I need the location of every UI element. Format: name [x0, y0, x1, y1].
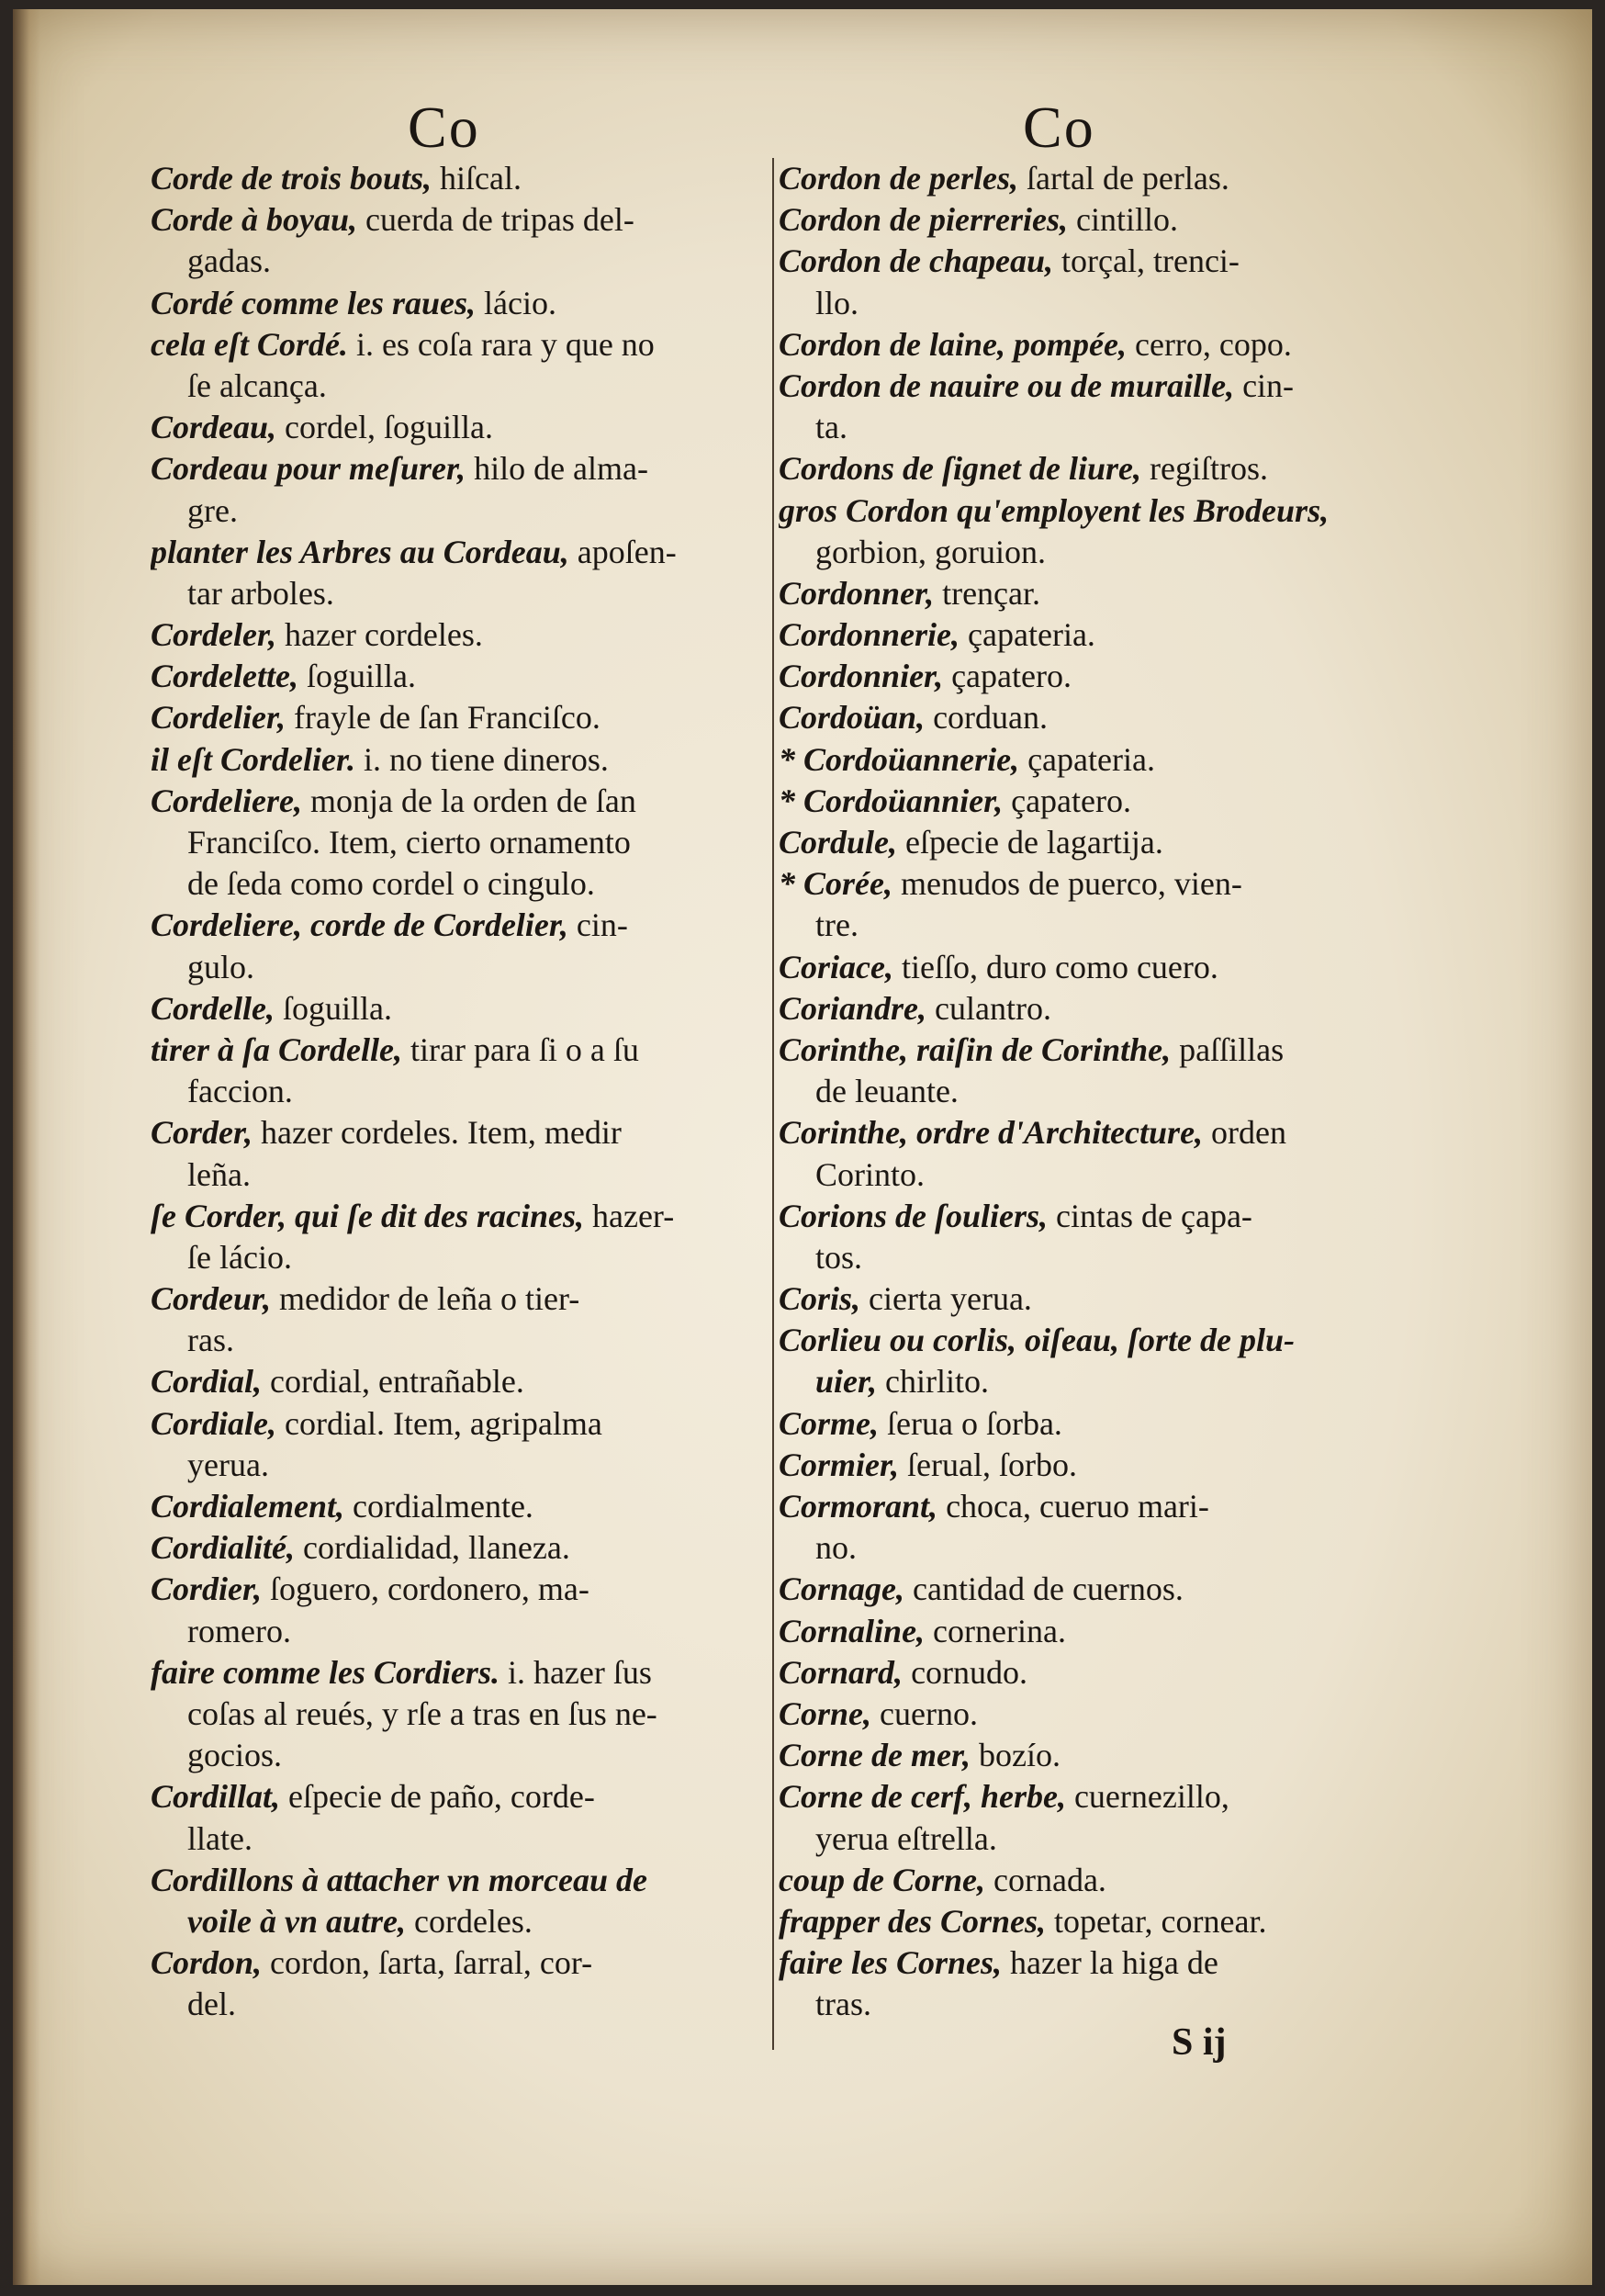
definition: cuernezillo, — [1065, 1778, 1229, 1816]
dictionary-line — [151, 1278, 766, 1320]
headword: cela eſt Cordé. — [151, 325, 348, 363]
definition: ſerua o ſorba. — [879, 1404, 1062, 1442]
definition: regiſtros. — [1141, 450, 1268, 488]
dictionary-line — [779, 1942, 1412, 1984]
definition: faccion. — [187, 1073, 293, 1110]
headword: tirer à ſa Cordelle, — [151, 1030, 402, 1068]
headword: il eſt Cordelier. — [151, 740, 355, 778]
headword: Cordeliere, corde de Cordelier, — [151, 906, 568, 944]
dictionary-line — [779, 863, 1412, 905]
dictionary-line — [151, 905, 766, 946]
dictionary-line — [151, 1112, 766, 1154]
definition: ta. — [815, 409, 847, 446]
dictionary-line — [151, 1445, 766, 1486]
definition: romero. — [187, 1612, 291, 1649]
definition: tre. — [815, 906, 859, 944]
dictionary-line — [151, 1320, 766, 1361]
dictionary-line — [151, 1154, 766, 1196]
dictionary-line — [151, 1030, 766, 1071]
definition: cierta yerua. — [860, 1280, 1032, 1318]
definition: monja de la orden de ſan — [301, 782, 636, 819]
definition: eſpecie de paño, corde- — [280, 1778, 595, 1816]
headword: Cordialement, — [151, 1488, 345, 1525]
headword: Cordonnier, — [779, 658, 944, 695]
definition: çapatero. — [1003, 782, 1131, 819]
dictionary-line — [151, 158, 766, 199]
dictionary-line — [151, 324, 766, 366]
dictionary-line — [779, 324, 1412, 366]
headword: Corne de cerf, herbe, — [779, 1778, 1066, 1816]
definition: cordialmente. — [344, 1488, 533, 1525]
definition: hazer la higa de — [1002, 1944, 1218, 1982]
left-column — [151, 158, 766, 2025]
headword: Cordonner, — [779, 574, 935, 612]
definition: i. no tiene dineros. — [354, 740, 609, 778]
definition: torçal, trenci- — [1053, 242, 1240, 280]
headword: faire les Cornes, — [779, 1944, 1002, 1982]
headword: Corde de trois bouts, — [151, 160, 432, 197]
headword: Corions de ſouliers, — [779, 1197, 1049, 1234]
dictionary-line — [151, 656, 766, 697]
dictionary-line — [151, 863, 766, 905]
definition: i. es coſa rara y que no — [347, 325, 655, 363]
headword: Cordial, — [151, 1363, 263, 1401]
definition: tar arboles. — [187, 574, 334, 612]
dictionary-line — [779, 573, 1412, 614]
dictionary-line — [779, 1278, 1412, 1320]
definition: Corinto. — [815, 1155, 926, 1193]
headword: Coriandre, — [779, 989, 927, 1027]
headword: Corme, — [779, 1404, 880, 1442]
dictionary-line — [151, 448, 766, 490]
dictionary-line — [779, 1196, 1412, 1237]
definition: gre. — [187, 491, 238, 529]
headword: Cornaline, — [779, 1612, 926, 1649]
definition: Franciſco. Item, cierto ornamento — [187, 824, 631, 861]
right-running-header: Co — [1023, 95, 1095, 160]
headword: Cordeau pour meſurer, — [151, 450, 466, 488]
definition: de leuante. — [815, 1073, 959, 1110]
definition: cerro, copo. — [1126, 325, 1292, 363]
headword: Corde à boyau, — [151, 201, 357, 239]
definition: ſoguilla. — [274, 989, 392, 1027]
dictionary-line — [779, 947, 1412, 988]
dictionary-line — [779, 1694, 1412, 1735]
headword: * Cordoüannier, — [779, 782, 1004, 819]
definition: de ſeda como cordel o cingulo. — [187, 865, 595, 903]
definition: cordon, ſarta, ſarral, cor- — [262, 1944, 593, 1982]
definition: del. — [187, 1986, 236, 2023]
headword: Cordier, — [151, 1570, 263, 1608]
headword: * Corée, — [779, 865, 892, 903]
definition: cintas de çapa- — [1048, 1197, 1252, 1234]
dictionary-line — [779, 1237, 1412, 1278]
dictionary-line — [151, 490, 766, 532]
definition: llate. — [187, 1819, 253, 1857]
headword: coup de Corne, — [779, 1861, 985, 1898]
headword: Cordon de laine, pompée, — [779, 325, 1127, 363]
definition: yerua. — [187, 1446, 269, 1483]
headword: Cordoüan, — [779, 699, 926, 737]
definition: ſe alcança. — [187, 366, 327, 404]
definition: tirar para ſi o a ſu — [401, 1030, 639, 1068]
definition: eſpecie de lagartija. — [897, 824, 1163, 861]
dictionary-line — [151, 1403, 766, 1445]
definition: cin- — [567, 906, 628, 944]
headword: Corinthe, ordre d'Architecture, — [779, 1114, 1204, 1152]
dictionary-line — [779, 697, 1412, 738]
definition: gulo. — [187, 948, 255, 985]
definition: çapateria. — [960, 616, 1095, 654]
dictionary-line — [779, 158, 1412, 199]
definition: chirlito. — [877, 1363, 990, 1401]
headword: Corinthe, raiſin de Corinthe, — [779, 1030, 1172, 1068]
dictionary-line — [151, 407, 766, 448]
definition: ſartal de perlas. — [1018, 160, 1229, 197]
dictionary-line — [779, 1611, 1412, 1652]
definition: leña. — [187, 1155, 251, 1193]
definition: lácio. — [475, 284, 556, 321]
headword: Cordeler, — [151, 616, 277, 654]
headword: Cordeur, — [151, 1280, 272, 1318]
definition: cornada. — [985, 1861, 1106, 1898]
definition: tieſſo, duro como cuero. — [892, 948, 1218, 985]
dictionary-line — [779, 490, 1412, 532]
definition: menudos de puerco, vien- — [892, 865, 1242, 903]
dictionary-line — [151, 1071, 766, 1112]
dictionary-line — [151, 1901, 766, 1942]
definition: no. — [815, 1529, 857, 1567]
dictionary-line — [151, 1569, 766, 1610]
definition: cuerno. — [871, 1694, 978, 1732]
definition: cordeles. — [405, 1902, 533, 1940]
headword: frapper des Cornes, — [779, 1902, 1047, 1940]
definition: gadas. — [187, 242, 271, 280]
dictionary-line — [151, 1984, 766, 2025]
headword: Cordialité, — [151, 1529, 296, 1567]
headword: Coris, — [779, 1280, 861, 1318]
dictionary-line — [779, 1112, 1412, 1154]
dictionary-line — [779, 1445, 1412, 1486]
dictionary-line — [151, 199, 766, 241]
dictionary-line — [151, 947, 766, 988]
headword: Cordiale, — [151, 1404, 277, 1442]
dictionary-line — [779, 1776, 1412, 1818]
headword: Cordelier, — [151, 699, 286, 737]
headword: Cordonnerie, — [779, 616, 960, 654]
definition: ras. — [187, 1322, 234, 1359]
right-column — [779, 158, 1412, 2025]
headword: * Cordoüannerie, — [779, 740, 1020, 778]
dictionary-line — [779, 1901, 1412, 1942]
dictionary-line — [779, 988, 1412, 1030]
definition: hilo de alma- — [466, 450, 648, 488]
definition: topetar, cornear. — [1046, 1902, 1267, 1940]
dictionary-line — [779, 739, 1412, 781]
dictionary-line — [151, 1735, 766, 1776]
left-running-header: Co — [408, 95, 480, 160]
headword: Cordon de chapeau, — [779, 242, 1054, 280]
dictionary-line — [779, 1030, 1412, 1071]
dictionary-line — [779, 1320, 1412, 1361]
dictionary-line — [779, 1860, 1412, 1901]
definition: cin- — [1234, 366, 1295, 404]
definition: ſoguilla. — [297, 658, 416, 695]
headword: Corne de mer, — [779, 1737, 971, 1774]
definition: cordel, ſoguilla. — [276, 409, 493, 446]
headword: Corne, — [779, 1694, 872, 1732]
dictionary-line — [779, 283, 1412, 324]
dictionary-line — [779, 407, 1412, 448]
definition: llo. — [815, 284, 859, 321]
definition: hazer cordeles. — [276, 616, 483, 654]
dictionary-page — [13, 9, 1592, 2285]
dictionary-line — [779, 656, 1412, 697]
headword: Coriace, — [779, 948, 893, 985]
definition: hazer- — [583, 1197, 675, 1234]
dictionary-line — [151, 1776, 766, 1818]
dictionary-line — [151, 739, 766, 781]
dictionary-line — [151, 1527, 766, 1569]
dictionary-line — [779, 1569, 1412, 1610]
headword: Corder, — [151, 1114, 253, 1152]
dictionary-line — [151, 988, 766, 1030]
definition: cordial, entrañable. — [262, 1363, 524, 1401]
dictionary-line — [151, 1652, 766, 1694]
dictionary-line — [779, 614, 1412, 656]
dictionary-line — [151, 366, 766, 407]
definition: tos. — [815, 1238, 863, 1276]
headword: Cormier, — [779, 1446, 900, 1483]
definition: cordial. Item, agripalma — [276, 1404, 602, 1442]
definition: orden — [1203, 1114, 1287, 1152]
dictionary-line — [779, 1984, 1412, 2025]
headword: Cordon de nauire ou de muraille, — [779, 366, 1235, 404]
definition: ſe lácio. — [187, 1238, 292, 1276]
dictionary-line — [779, 532, 1412, 573]
headword: uier, — [815, 1363, 878, 1401]
definition: hiſcal. — [432, 160, 522, 197]
dictionary-line — [151, 1860, 766, 1901]
dictionary-line — [779, 1652, 1412, 1694]
definition: tras. — [815, 1986, 871, 2023]
definition: cuerda de tripas del- — [357, 201, 634, 239]
definition: cordialidad, llaneza. — [295, 1529, 570, 1567]
definition: paſſillas — [1171, 1030, 1285, 1068]
headword: Cornard, — [779, 1653, 904, 1691]
dictionary-line — [151, 532, 766, 573]
headword: ſe Corder, qui ſe dit des racines, — [151, 1197, 584, 1234]
definition: corduan. — [925, 699, 1049, 737]
definition: frayle de ſan Franciſco. — [286, 699, 600, 737]
dictionary-line — [779, 1361, 1412, 1402]
dictionary-line — [779, 1403, 1412, 1445]
dictionary-line — [779, 366, 1412, 407]
dictionary-line — [779, 1818, 1412, 1860]
dictionary-line — [779, 1154, 1412, 1196]
definition: çapatero. — [943, 658, 1072, 695]
dictionary-line — [151, 1361, 766, 1402]
dictionary-line — [779, 1527, 1412, 1569]
dictionary-line — [151, 1818, 766, 1860]
dictionary-line — [151, 283, 766, 324]
headword: Cordon de pierreries, — [779, 201, 1068, 239]
headword: Cornage, — [779, 1570, 905, 1608]
definition: yerua eſtrella. — [815, 1819, 997, 1857]
headword: Cordeliere, — [151, 782, 302, 819]
dictionary-line — [151, 1486, 766, 1527]
headword: Cordillat, — [151, 1778, 281, 1816]
headword: planter les Arbres au Cordeau, — [151, 533, 569, 570]
definition: apoſen- — [568, 533, 677, 570]
dictionary-line — [151, 1196, 766, 1237]
dictionary-line — [151, 822, 766, 863]
dictionary-line — [779, 822, 1412, 863]
dictionary-line — [151, 697, 766, 738]
definition: cantidad de cuernos. — [904, 1570, 1184, 1608]
headword: Cordillons à attacher vn morceau de — [151, 1861, 648, 1898]
dictionary-line — [779, 1735, 1412, 1776]
dictionary-line — [151, 1942, 766, 1984]
dictionary-line — [779, 781, 1412, 822]
definition: i. hazer ſus — [499, 1653, 652, 1691]
dictionary-line — [151, 1611, 766, 1652]
dictionary-line — [151, 241, 766, 282]
dictionary-line — [779, 448, 1412, 490]
definition: hazer cordeles. Item, medir — [253, 1114, 622, 1152]
headword: Cordon, — [151, 1944, 263, 1982]
definition: gocios. — [187, 1737, 282, 1774]
definition: culantro. — [926, 989, 1051, 1027]
column-divider — [772, 158, 774, 2050]
dictionary-line — [779, 241, 1412, 282]
signature-mark: S ij — [1172, 2021, 1227, 2064]
headword: Cordelle, — [151, 989, 275, 1027]
headword: faire comme les Cordiers. — [151, 1653, 499, 1691]
book-spine-shadow — [13, 9, 40, 2285]
headword: Cordelette, — [151, 658, 298, 695]
dictionary-line — [779, 905, 1412, 946]
definition: choca, cueruo mari- — [937, 1488, 1209, 1525]
headword: Cordule, — [779, 824, 898, 861]
headword: voile à vn autre, — [187, 1902, 406, 1940]
dictionary-line — [779, 1486, 1412, 1527]
headword: Cordé comme les raues, — [151, 284, 476, 321]
dictionary-line — [151, 781, 766, 822]
dictionary-line — [151, 614, 766, 656]
dictionary-line — [779, 199, 1412, 241]
definition: cornudo. — [903, 1653, 1028, 1691]
definition: coſas al reués, y rſe a tras en ſus ne- — [187, 1694, 657, 1732]
dictionary-line — [151, 573, 766, 614]
headword: Cormorant, — [779, 1488, 938, 1525]
definition: medidor de leña o tier- — [271, 1280, 580, 1318]
headword: Corlieu ou corlis, oiſeau, ſorte de plu- — [779, 1322, 1296, 1359]
headword: gros Cordon qu'employent les Brodeurs, — [779, 491, 1330, 529]
definition: ſoguero, cordonero, ma- — [262, 1570, 589, 1608]
definition: trençar. — [934, 574, 1041, 612]
dictionary-line — [779, 1071, 1412, 1112]
dictionary-line — [151, 1694, 766, 1735]
definition: cintillo. — [1068, 201, 1178, 239]
definition: gorbion, goruion. — [815, 533, 1046, 570]
headword: Cordeau, — [151, 409, 277, 446]
headword: Cordons de ſignet de liure, — [779, 450, 1142, 488]
definition: cornerina. — [925, 1612, 1066, 1649]
headword: Cordon de perles, — [779, 160, 1018, 197]
dictionary-line — [151, 1237, 766, 1278]
definition: ſerual, ſorbo. — [899, 1446, 1077, 1483]
definition: bozío. — [971, 1737, 1061, 1774]
definition: çapateria. — [1019, 740, 1155, 778]
